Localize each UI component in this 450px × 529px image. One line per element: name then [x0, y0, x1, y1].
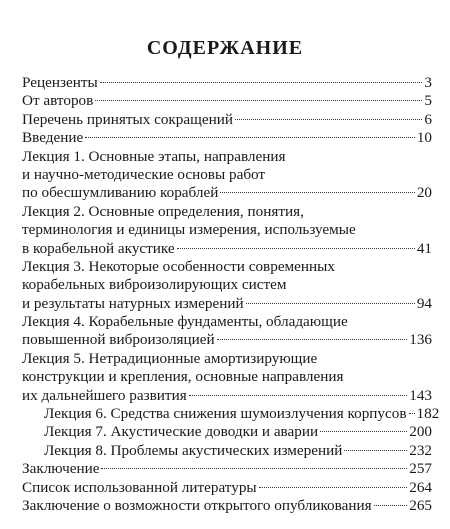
toc-entry-text: Заключение: [22, 460, 100, 478]
table-of-contents: [22, 74, 440, 515]
toc-entry-row: [22, 460, 432, 478]
toc-entry-row: [22, 331, 432, 349]
toc-entry: [22, 442, 432, 460]
dot-leader: [85, 137, 415, 138]
toc-page-number: 3: [424, 74, 432, 91]
toc-entry-row: [22, 405, 440, 423]
dot-leader: [344, 450, 407, 451]
toc-page-number: 200: [409, 423, 432, 441]
toc-entry-text: конструкции и крепления, основные направления: [22, 368, 344, 386]
toc-entry-row: [22, 74, 432, 92]
toc-entry-text: От авторов: [22, 92, 94, 110]
toc-entry: [22, 497, 432, 515]
toc-page-number: 136: [409, 331, 432, 349]
toc-entry: [22, 129, 432, 147]
toc-page-number: 20: [416, 184, 432, 202]
toc-page-number: 6: [424, 110, 432, 128]
dot-leader: [217, 339, 408, 340]
toc-entry: [22, 313, 432, 350]
toc-entry: [22, 258, 432, 313]
dot-leader: [95, 100, 422, 101]
toc-entry-row: [22, 240, 432, 258]
toc-entry-text: Лекция 4. Корабельные фундаменты, обладающие: [22, 313, 348, 331]
toc-entry-row: [22, 129, 432, 147]
toc-entry: [22, 423, 432, 441]
page-title: СОДЕРЖАНИЕ: [146, 37, 304, 59]
toc-entry-text: Лекция 6. Средства снижения шумоизлучения корпусов: [44, 405, 407, 423]
dot-leader: [101, 468, 407, 469]
toc-entry-text: Лекция 5. Нетрадиционные амортизирующие: [22, 349, 318, 367]
dot-leader: [320, 431, 407, 432]
toc-entry-text: Рецензенты: [22, 74, 98, 91]
dot-leader: [189, 395, 408, 396]
toc-entry: [22, 74, 432, 92]
toc-entry-text: корабельных виброизолирующих систем: [22, 276, 287, 294]
toc-entry-text: терминология и единицы измерения, используемые: [22, 221, 356, 239]
toc-entry-text: Лекция 3. Некоторые особенности современных: [22, 257, 335, 275]
toc-entry: [22, 405, 440, 423]
toc-entry-row: [22, 92, 432, 110]
toc-page-number: 182: [416, 405, 440, 423]
toc-entry-text: в корабельной акустике: [22, 239, 175, 257]
toc-page-number: 232: [409, 441, 432, 459]
toc-entry: [22, 148, 432, 203]
toc-entry-text: Лекция 8. Проблемы акустических измерений: [44, 441, 343, 459]
toc-entry: [22, 203, 432, 258]
toc-entry: [22, 111, 432, 129]
toc-entry: [22, 460, 432, 478]
toc-page-number: 5: [424, 92, 432, 110]
toc-entry-row: [22, 387, 432, 405]
toc-entry-row: [22, 295, 432, 313]
dot-leader: [259, 487, 408, 488]
toc-entry-text: и научно-методические основы работ: [22, 165, 266, 183]
toc-page-number: 143: [409, 386, 432, 404]
dot-leader: [409, 413, 415, 414]
toc-page-number: 94: [416, 294, 432, 312]
dot-leader: [374, 505, 408, 506]
toc-page-number: 257: [409, 460, 432, 478]
dot-leader: [100, 82, 423, 83]
toc-entry-row: [22, 111, 432, 129]
toc-page-number: 10: [416, 129, 432, 147]
toc-entry-text: Заключение о возможности открытого опубликования: [22, 496, 372, 514]
toc-entry: [22, 479, 432, 497]
toc-entry-text: Лекция 2. Основные определения, понятия,: [22, 202, 304, 220]
toc-entry: [22, 350, 432, 405]
dot-leader: [235, 119, 422, 120]
toc-entry-row: [22, 184, 432, 202]
toc-entry-text: их дальнейшего развития: [22, 386, 187, 404]
toc-entry-text: Перечень принятых сокращений: [22, 110, 233, 128]
toc-entry-text: по обесшумливанию кораблей: [22, 184, 219, 202]
dot-leader: [177, 248, 415, 249]
dot-leader: [220, 192, 414, 193]
toc-entry-row: [22, 423, 432, 441]
toc-entry-text: и результаты натурных измерений: [22, 294, 244, 312]
toc-entry-text: Лекция 7. Акустические доводки и аварии: [44, 423, 319, 441]
toc-entry-text: Список использованной литературы: [22, 478, 257, 496]
toc-entry-text: Введение: [22, 129, 84, 147]
toc-page-number: 41: [416, 239, 432, 257]
toc-page-number: 265: [409, 496, 432, 514]
toc-entry-text: повышенной виброизоляцией: [22, 331, 215, 349]
dot-leader: [246, 303, 415, 304]
toc-entry: [22, 92, 432, 110]
toc-entry-row: [22, 479, 432, 497]
toc-entry-row: [22, 497, 432, 515]
toc-entry-text: Лекция 1. Основные этапы, направления: [22, 147, 286, 165]
toc-page-number: 264: [409, 478, 432, 496]
toc-entry-row: [22, 442, 432, 460]
